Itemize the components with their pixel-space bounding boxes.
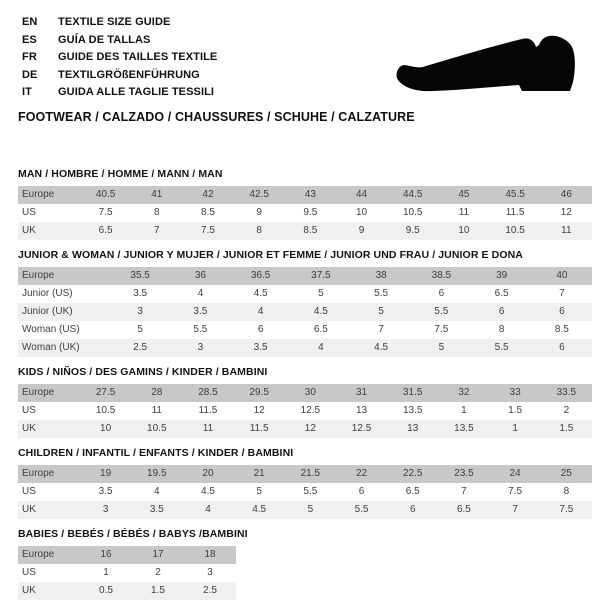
size-cell: 8 bbox=[498, 324, 505, 336]
size-cell: 7 bbox=[512, 504, 518, 516]
language-code: EN bbox=[22, 16, 38, 28]
table-row bbox=[18, 222, 592, 240]
size-table-section bbox=[18, 366, 592, 438]
size-cell: 3 bbox=[207, 567, 213, 579]
size-cell: 36 bbox=[194, 270, 206, 282]
size-cell: 7 bbox=[378, 324, 384, 336]
row-label-cell: Europe bbox=[22, 189, 55, 201]
size-cell: 3.5 bbox=[133, 288, 148, 300]
size-cell: 0.5 bbox=[99, 585, 113, 597]
size-cell: 1.5 bbox=[508, 405, 523, 417]
table-title: MAN / HOMBRE / HOMME / MANN / MAN bbox=[18, 167, 223, 180]
size-cell: 1 bbox=[103, 567, 109, 579]
size-cell: 6 bbox=[559, 306, 565, 318]
size-cell: 12.5 bbox=[300, 405, 321, 417]
size-cell: 7 bbox=[461, 486, 467, 498]
row-label-cell: US bbox=[22, 567, 36, 579]
size-cell: 1 bbox=[512, 423, 518, 435]
language-code: DE bbox=[22, 68, 38, 81]
size-cell: 18 bbox=[204, 549, 216, 561]
size-cell: 45.5 bbox=[505, 189, 525, 201]
size-cell: 40.5 bbox=[95, 189, 116, 201]
size-cell: 28 bbox=[151, 387, 163, 399]
size-cell: 9.5 bbox=[405, 225, 420, 237]
row-label-cell: Europe bbox=[22, 549, 55, 561]
table-row bbox=[18, 384, 592, 402]
size-cell: 37.5 bbox=[311, 270, 331, 282]
size-cell: 31.5 bbox=[402, 387, 423, 399]
size-cell: 4.5 bbox=[374, 342, 389, 354]
row-label-cell: UK bbox=[22, 423, 36, 435]
row-label-cell: Europe bbox=[22, 387, 55, 399]
size-cell: 8 bbox=[154, 207, 160, 219]
size-cell: 4.5 bbox=[253, 288, 268, 300]
row-label-cell: US bbox=[22, 405, 36, 417]
size-cell: 4.5 bbox=[252, 504, 267, 516]
size-cell: 9.5 bbox=[303, 207, 318, 219]
size-cell: 28.5 bbox=[198, 387, 218, 399]
size-cell: 1.5 bbox=[559, 423, 574, 435]
size-cell: 38 bbox=[375, 270, 387, 282]
table-row bbox=[18, 204, 592, 222]
size-cell: 5.5 bbox=[303, 486, 318, 498]
size-cell: 17 bbox=[152, 549, 164, 561]
size-cell: 1 bbox=[461, 405, 467, 417]
size-cell: 10.5 bbox=[505, 225, 525, 237]
size-cell: 43 bbox=[304, 189, 316, 201]
size-cell: 6 bbox=[498, 306, 505, 318]
size-table bbox=[18, 384, 592, 438]
row-label-cell: US bbox=[22, 486, 36, 498]
category-title: FOOTWEAR / CALZADO / CHAUSSURES / SCHUHE / CALZATURE bbox=[18, 109, 415, 124]
language-label: GUIDA ALLE TAGLIE TESSILI bbox=[58, 86, 215, 99]
size-table bbox=[18, 465, 592, 519]
size-cell: 3.5 bbox=[193, 306, 208, 318]
size-cell: 12 bbox=[304, 423, 316, 435]
size-cell: 11.5 bbox=[249, 423, 269, 435]
table-title: KIDS / NIÑOS / DES GAMINS / KINDER / BAMBINI bbox=[18, 365, 268, 378]
size-cell: 7 bbox=[559, 288, 565, 300]
size-cell: 31 bbox=[355, 387, 368, 399]
size-cell: 46 bbox=[560, 189, 572, 201]
size-cell: 13.5 bbox=[402, 405, 423, 417]
size-cell: 6 bbox=[438, 288, 445, 300]
size-cell: 45 bbox=[458, 189, 470, 201]
size-cell: 39 bbox=[496, 270, 508, 282]
size-cell: 23.5 bbox=[454, 468, 474, 480]
language-label: TEXTILGRÖßENFÜHRUNG bbox=[58, 68, 200, 81]
size-cell: 42 bbox=[202, 189, 214, 201]
size-cell: 33 bbox=[509, 387, 521, 399]
size-cell: 11 bbox=[458, 207, 470, 219]
size-cell: 10 bbox=[355, 207, 368, 219]
size-cell: 10.5 bbox=[95, 405, 116, 417]
size-cell: 6.5 bbox=[313, 324, 328, 336]
language-label: GUIDE DES TAILLES TEXTILE bbox=[58, 51, 218, 64]
size-cell: 40 bbox=[556, 270, 568, 282]
table-row bbox=[18, 402, 592, 420]
size-cell: 16 bbox=[100, 549, 112, 561]
size-cell: 7 bbox=[154, 225, 160, 237]
size-cell: 4 bbox=[197, 288, 204, 300]
size-cell: 7.5 bbox=[434, 324, 449, 336]
size-cell: 10 bbox=[458, 225, 470, 237]
size-cell: 2 bbox=[155, 567, 161, 579]
size-cell: 35.5 bbox=[130, 270, 150, 282]
size-cell: 8 bbox=[256, 225, 262, 237]
size-cell: 25 bbox=[560, 468, 572, 480]
size-cell: 3 bbox=[102, 504, 109, 516]
row-label-cell: Woman (US) bbox=[22, 324, 80, 336]
row-label-cell: Europe bbox=[22, 270, 55, 282]
size-cell: 2 bbox=[563, 405, 570, 417]
size-table-section bbox=[18, 168, 592, 240]
size-cell: 8.5 bbox=[554, 324, 569, 336]
language-code: ES bbox=[22, 33, 37, 46]
table-row bbox=[18, 285, 592, 303]
table-row bbox=[18, 582, 236, 600]
size-cell: 7.5 bbox=[201, 225, 215, 237]
language-code: IT bbox=[22, 86, 32, 99]
size-table-section bbox=[18, 447, 592, 519]
size-cell: 5.5 bbox=[494, 342, 509, 354]
size-cell: 42.5 bbox=[249, 189, 269, 201]
size-cell: 10 bbox=[100, 423, 112, 435]
size-cell: 13 bbox=[407, 423, 419, 435]
table-row bbox=[18, 483, 592, 501]
size-cell: 3 bbox=[197, 342, 204, 354]
size-cell: 5 bbox=[318, 288, 324, 300]
size-cell: 9 bbox=[358, 225, 365, 237]
size-cell: 13 bbox=[355, 405, 368, 417]
size-cell: 4 bbox=[257, 306, 264, 318]
language-label: TEXTILE SIZE GUIDE bbox=[58, 16, 171, 28]
table-title: BABIES / BEBÉS / BÉBÉS / BABYS /BAMBINI bbox=[18, 527, 248, 540]
size-cell: 33.5 bbox=[556, 387, 577, 399]
size-cell: 29.5 bbox=[249, 387, 269, 399]
table-row bbox=[18, 420, 592, 438]
size-cell: 5.5 bbox=[193, 324, 208, 336]
table-row bbox=[18, 303, 592, 321]
row-label-cell: UK bbox=[22, 504, 36, 516]
table-row bbox=[18, 564, 236, 582]
size-cell: 30 bbox=[304, 387, 316, 399]
size-cell: 12 bbox=[560, 207, 572, 219]
size-cell: 6.5 bbox=[98, 225, 113, 237]
size-cell: 27.5 bbox=[95, 387, 116, 399]
size-cell: 2.5 bbox=[203, 585, 217, 597]
table-row bbox=[18, 501, 592, 519]
size-cell: 6 bbox=[559, 342, 565, 354]
size-cell: 22.5 bbox=[402, 468, 423, 480]
size-table bbox=[18, 186, 592, 240]
header bbox=[18, 14, 592, 102]
size-cell: 4 bbox=[318, 342, 324, 354]
size-table-section bbox=[18, 528, 592, 600]
table-row bbox=[18, 186, 592, 204]
size-cell: 44 bbox=[355, 189, 368, 201]
language-label: GUÍA DE TALLAS bbox=[58, 33, 151, 46]
size-cell: 5 bbox=[378, 306, 384, 318]
row-label-cell: Europe bbox=[22, 468, 55, 480]
size-cell: 3.5 bbox=[98, 486, 113, 498]
size-cell: 22 bbox=[355, 468, 368, 480]
size-tables bbox=[18, 168, 592, 600]
row-label-cell: UK bbox=[22, 225, 36, 237]
row-label-cell: Junior (UK) bbox=[22, 306, 73, 318]
size-cell: 5.5 bbox=[354, 504, 369, 516]
size-cell: 9 bbox=[256, 207, 262, 219]
size-cell: 32 bbox=[458, 387, 470, 399]
size-cell: 5 bbox=[438, 342, 445, 354]
size-cell: 12 bbox=[253, 405, 265, 417]
size-cell: 3.5 bbox=[149, 504, 164, 516]
size-table-section bbox=[18, 249, 592, 357]
size-cell: 5 bbox=[137, 324, 143, 336]
table-row bbox=[18, 321, 592, 339]
language-list bbox=[22, 14, 217, 102]
size-cell: 11 bbox=[202, 423, 214, 435]
size-cell: 21.5 bbox=[300, 468, 321, 480]
size-cell: 11 bbox=[151, 405, 162, 417]
table-title: CHILDREN / INFANTIL / ENFANTS / KINDER / BAMBINI bbox=[18, 446, 294, 459]
size-cell: 36.5 bbox=[250, 270, 271, 282]
size-cell: 8.5 bbox=[201, 207, 215, 219]
size-cell: 41 bbox=[151, 189, 163, 201]
size-cell: 6.5 bbox=[494, 288, 509, 300]
size-cell: 11.5 bbox=[505, 207, 525, 219]
size-cell: 6.5 bbox=[405, 486, 420, 498]
size-cell: 6 bbox=[409, 504, 416, 516]
size-cell: 4 bbox=[154, 486, 160, 498]
row-label-cell: Woman (UK) bbox=[22, 342, 80, 354]
size-cell: 44.5 bbox=[402, 189, 423, 201]
size-cell: 19 bbox=[100, 468, 112, 480]
size-cell: 11 bbox=[561, 225, 572, 237]
size-cell: 6.5 bbox=[456, 504, 471, 516]
size-cell: 24 bbox=[509, 468, 521, 480]
size-table bbox=[18, 546, 236, 600]
size-cell: 10.5 bbox=[147, 423, 167, 435]
size-cell: 6 bbox=[358, 486, 365, 498]
dress-shoe-icon bbox=[395, 35, 585, 98]
table-row bbox=[18, 267, 592, 285]
size-cell: 20 bbox=[202, 468, 214, 480]
table-row bbox=[18, 339, 592, 357]
table-row bbox=[18, 546, 236, 564]
size-cell: 8 bbox=[563, 486, 570, 498]
size-table bbox=[18, 267, 592, 357]
size-cell: 1.5 bbox=[151, 585, 165, 597]
size-cell: 11.5 bbox=[198, 405, 218, 417]
size-cell: 5.5 bbox=[374, 288, 389, 300]
row-label-cell: US bbox=[22, 207, 36, 219]
size-cell: 5 bbox=[256, 486, 262, 498]
size-cell: 8.5 bbox=[303, 225, 318, 237]
size-cell: 21 bbox=[253, 468, 265, 480]
size-cell: 4.5 bbox=[313, 306, 328, 318]
size-cell: 4.5 bbox=[201, 486, 215, 498]
size-cell: 19.5 bbox=[147, 468, 167, 480]
size-cell: 6 bbox=[257, 324, 264, 336]
size-cell: 38.5 bbox=[431, 270, 452, 282]
row-label-cell: Junior (US) bbox=[22, 288, 73, 300]
size-cell: 5 bbox=[307, 504, 314, 516]
size-cell: 12.5 bbox=[351, 423, 372, 435]
size-cell: 10.5 bbox=[402, 207, 423, 219]
size-cell: 5.5 bbox=[434, 306, 449, 318]
size-cell: 7.5 bbox=[98, 207, 113, 219]
size-cell: 7.5 bbox=[559, 504, 574, 516]
table-row bbox=[18, 465, 592, 483]
size-cell: 3.5 bbox=[253, 342, 268, 354]
size-cell: 2.5 bbox=[133, 342, 148, 354]
table-title: JUNIOR & WOMAN / JUNIOR Y MUJER / JUNIOR ET FEMME / JUNIOR UND FRAU / JUNIOR E DONA bbox=[18, 248, 523, 261]
language-code: FR bbox=[22, 51, 37, 64]
size-cell: 4 bbox=[205, 504, 211, 516]
size-cell: 13.5 bbox=[454, 423, 474, 435]
size-cell: 3 bbox=[137, 306, 143, 318]
row-label-cell: UK bbox=[22, 585, 36, 597]
size-cell: 7.5 bbox=[508, 486, 523, 498]
